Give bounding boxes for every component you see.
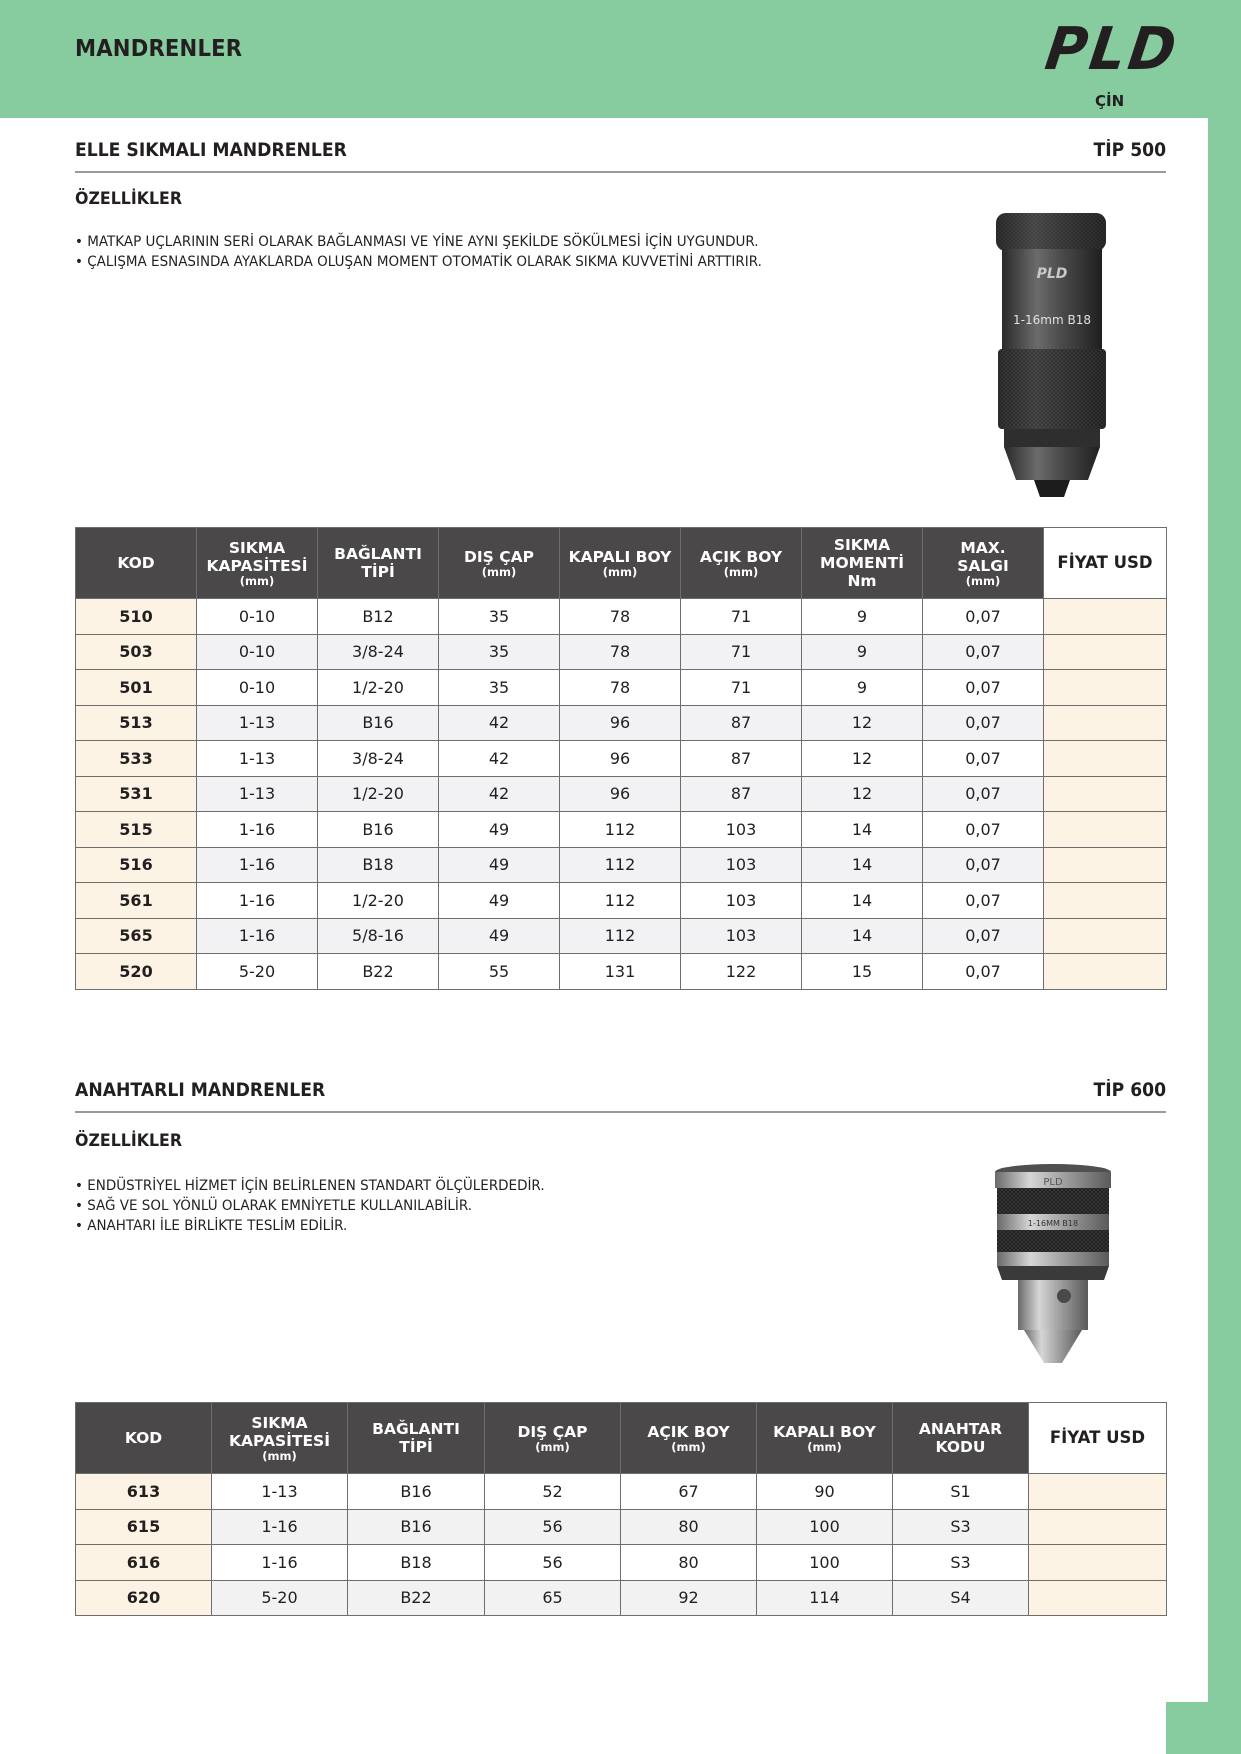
col-header-kod: KOD: [76, 528, 197, 599]
keyed-drill-chuck-image: [988, 1158, 1118, 1368]
table-row: [76, 1545, 1167, 1581]
cell-acik-boy: 103: [681, 812, 802, 848]
cell-dis-cap: 56: [485, 1545, 621, 1581]
cell-kapali-boy: 96: [560, 705, 681, 741]
cell-kod: 531: [76, 776, 197, 812]
cell-max-salgi: 0,07: [923, 918, 1044, 954]
spec-table-tip600: [75, 1402, 1167, 1616]
cell-kod: 561: [76, 883, 197, 919]
cell-fiyat-usd: [1044, 883, 1167, 919]
cell-fiyat-usd: [1044, 741, 1167, 777]
feature-item: • ENDÜSTRİYEL HİZMET İÇİN BELİRLENEN STANDART ÖLÇÜLERDEDİR.: [75, 1176, 545, 1196]
cell-sikma-momenti: 15: [802, 954, 923, 990]
cell-sikma-kapasitesi: 1-16: [197, 847, 318, 883]
cell-kapali-boy: 78: [560, 634, 681, 670]
section-title-tip600: ANAHTARLI MANDRENLER: [75, 1080, 326, 1101]
cell-sikma-kapasitesi: 0-10: [197, 599, 318, 635]
cell-sikma-kapasitesi: 5-20: [212, 1580, 348, 1616]
features-title: ÖZELLİKLER: [75, 189, 183, 209]
cell-fiyat-usd: [1029, 1545, 1167, 1581]
cell-dis-cap: 49: [439, 847, 560, 883]
cell-dis-cap: 42: [439, 741, 560, 777]
keyless-drill-chuck-image: [988, 205, 1116, 501]
cell-sikma-momenti: 14: [802, 847, 923, 883]
cell-kapali-boy: 112: [560, 883, 681, 919]
cell-sikma-kapasitesi: 1-13: [197, 741, 318, 777]
cell-sikma-momenti: 14: [802, 812, 923, 848]
cell-kod: 616: [76, 1545, 212, 1581]
chuck-label-brand: PLD: [1036, 266, 1068, 282]
cell-fiyat-usd: [1029, 1580, 1167, 1616]
cell-kod: 515: [76, 812, 197, 848]
cell-kapali-boy: 78: [560, 599, 681, 635]
cell-fiyat-usd: [1044, 670, 1167, 706]
table-row: [76, 812, 1167, 848]
cell-acik-boy: 92: [621, 1580, 757, 1616]
cell-fiyat-usd: [1044, 634, 1167, 670]
cell-sikma-momenti: 12: [802, 776, 923, 812]
cell-max-salgi: 0,07: [923, 705, 1044, 741]
cell-sikma-momenti: 12: [802, 741, 923, 777]
cell-acik-boy: 71: [681, 599, 802, 635]
cell-baglanti-tipi: B18: [348, 1545, 485, 1581]
section-divider: [75, 1111, 1166, 1113]
cell-dis-cap: 35: [439, 670, 560, 706]
side-band: [1208, 0, 1241, 1754]
cell-acik-boy: 87: [681, 741, 802, 777]
section-tip-label: TİP 600: [1093, 1080, 1166, 1101]
cell-dis-cap: 65: [485, 1580, 621, 1616]
cell-fiyat-usd: [1044, 599, 1167, 635]
col-header-kod: KOD: [76, 1403, 212, 1474]
chuck-label-brand: PLD: [1043, 1177, 1063, 1188]
table-row: [76, 776, 1167, 812]
brand-country: ÇİN: [1095, 92, 1125, 110]
cell-kapali-boy: 131: [560, 954, 681, 990]
table-row: [76, 670, 1167, 706]
cell-max-salgi: 0,07: [923, 883, 1044, 919]
table-row: [76, 1580, 1167, 1616]
feature-item: • ANAHTARI İLE BİRLİKTE TESLİM EDİLİR.: [75, 1216, 545, 1236]
cell-baglanti-tipi: 3/8-24: [318, 634, 439, 670]
cell-kapali-boy: 96: [560, 741, 681, 777]
cell-kod: 533: [76, 741, 197, 777]
cell-baglanti-tipi: 1/2-20: [318, 776, 439, 812]
cell-dis-cap: 49: [439, 812, 560, 848]
cell-sikma-kapasitesi: 1-16: [197, 812, 318, 848]
cell-sikma-kapasitesi: 1-13: [197, 776, 318, 812]
cell-dis-cap: 49: [439, 918, 560, 954]
col-header-acik-boy: AÇIK BOY (mm): [621, 1403, 757, 1474]
cell-baglanti-tipi: B16: [318, 812, 439, 848]
cell-sikma-kapasitesi: 1-16: [212, 1545, 348, 1581]
col-header-acik-boy: AÇIK BOY (mm): [681, 528, 802, 599]
table-row: [76, 599, 1167, 635]
cell-dis-cap: 42: [439, 705, 560, 741]
cell-kapali-boy: 112: [560, 812, 681, 848]
cell-kod: 503: [76, 634, 197, 670]
cell-max-salgi: 0,07: [923, 847, 1044, 883]
cell-sikma-kapasitesi: 0-10: [197, 670, 318, 706]
cell-fiyat-usd: [1044, 776, 1167, 812]
cell-anahtar-kodu: S1: [893, 1474, 1029, 1510]
features-title: ÖZELLİKLER: [75, 1131, 183, 1151]
cell-sikma-kapasitesi: 1-13: [212, 1474, 348, 1510]
cell-kod: 613: [76, 1474, 212, 1510]
table-row: [76, 918, 1167, 954]
table-row: [76, 847, 1167, 883]
col-header-anahtar-kodu: ANAHTAR KODU: [893, 1403, 1029, 1474]
cell-kod: 516: [76, 847, 197, 883]
features-list: [75, 232, 762, 272]
cell-acik-boy: 103: [681, 847, 802, 883]
cell-sikma-kapasitesi: 1-16: [197, 883, 318, 919]
feature-item: • SAĞ VE SOL YÖNLÜ OLARAK EMNİYETLE KULLANILABİLİR.: [75, 1196, 545, 1216]
cell-sikma-kapasitesi: 1-16: [197, 918, 318, 954]
cell-kod: 510: [76, 599, 197, 635]
cell-fiyat-usd: [1044, 705, 1167, 741]
cell-acik-boy: 103: [681, 883, 802, 919]
cell-baglanti-tipi: B22: [318, 954, 439, 990]
cell-kod: 620: [76, 1580, 212, 1616]
table-row: [76, 954, 1167, 990]
cell-fiyat-usd: [1029, 1474, 1167, 1510]
col-header-dis-cap: DIŞ ÇAP (mm): [439, 528, 560, 599]
cell-sikma-momenti: 9: [802, 634, 923, 670]
cell-max-salgi: 0,07: [923, 812, 1044, 848]
cell-acik-boy: 71: [681, 634, 802, 670]
cell-baglanti-tipi: B16: [348, 1474, 485, 1510]
cell-max-salgi: 0,07: [923, 670, 1044, 706]
col-header-baglanti-tipi: BAĞLANTI TİPİ: [348, 1403, 485, 1474]
cell-baglanti-tipi: 3/8-24: [318, 741, 439, 777]
cell-kod: 513: [76, 705, 197, 741]
cell-baglanti-tipi: 1/2-20: [318, 670, 439, 706]
cell-baglanti-tipi: 5/8-16: [318, 918, 439, 954]
cell-sikma-momenti: 14: [802, 883, 923, 919]
section-divider: [75, 171, 1166, 173]
cell-dis-cap: 35: [439, 634, 560, 670]
cell-kapali-boy: 100: [757, 1545, 893, 1581]
page-title: MANDRENLER: [75, 36, 243, 62]
cell-anahtar-kodu: S4: [893, 1580, 1029, 1616]
table-row: [76, 1509, 1167, 1545]
cell-kapali-boy: 90: [757, 1474, 893, 1510]
cell-max-salgi: 0,07: [923, 741, 1044, 777]
cell-acik-boy: 80: [621, 1545, 757, 1581]
cell-baglanti-tipi: 1/2-20: [318, 883, 439, 919]
cell-dis-cap: 52: [485, 1474, 621, 1510]
cell-dis-cap: 35: [439, 599, 560, 635]
col-header-kapali-boy: KAPALI BOY (mm): [757, 1403, 893, 1474]
corner-block: [1166, 1702, 1241, 1754]
cell-max-salgi: 0,07: [923, 634, 1044, 670]
cell-sikma-momenti: 9: [802, 670, 923, 706]
col-header-fiyat-usd: FİYAT USD: [1029, 1403, 1167, 1474]
cell-sikma-kapasitesi: 5-20: [197, 954, 318, 990]
cell-kod: 520: [76, 954, 197, 990]
cell-sikma-momenti: 12: [802, 705, 923, 741]
cell-dis-cap: 56: [485, 1509, 621, 1545]
cell-baglanti-tipi: B16: [318, 705, 439, 741]
cell-baglanti-tipi: B12: [318, 599, 439, 635]
table-row: [76, 705, 1167, 741]
cell-kapali-boy: 112: [560, 918, 681, 954]
feature-item: • ÇALIŞMA ESNASINDA AYAKLARDA OLUŞAN MOMENT OTOMATİK OLARAK SIKMA KUVVETİNİ ARTTIRIR.: [75, 252, 762, 272]
cell-baglanti-tipi: B16: [348, 1509, 485, 1545]
cell-acik-boy: 87: [681, 776, 802, 812]
cell-max-salgi: 0,07: [923, 954, 1044, 990]
cell-fiyat-usd: [1044, 918, 1167, 954]
cell-sikma-kapasitesi: 1-13: [197, 705, 318, 741]
cell-max-salgi: 0,07: [923, 776, 1044, 812]
table-header-row: [76, 528, 1167, 599]
table-row: [76, 634, 1167, 670]
cell-kapali-boy: 100: [757, 1509, 893, 1545]
cell-baglanti-tipi: B22: [348, 1580, 485, 1616]
cell-acik-boy: 122: [681, 954, 802, 990]
chuck-label-spec: 1-16MM B18: [1027, 1219, 1079, 1228]
section-title-tip500: ELLE SIKMALI MANDRENLER: [75, 140, 347, 161]
cell-acik-boy: 71: [681, 670, 802, 706]
cell-kapali-boy: 114: [757, 1580, 893, 1616]
chuck-label-spec: 1-16mm B18: [1013, 313, 1091, 327]
cell-sikma-kapasitesi: 1-16: [212, 1509, 348, 1545]
table-header-row: [76, 1403, 1167, 1474]
cell-kapali-boy: 78: [560, 670, 681, 706]
cell-dis-cap: 55: [439, 954, 560, 990]
cell-kapali-boy: 112: [560, 847, 681, 883]
col-header-fiyat-usd: FİYAT USD: [1044, 528, 1167, 599]
features-list: [75, 1176, 545, 1236]
brand-logo: PLD: [1041, 15, 1184, 84]
cell-max-salgi: 0,07: [923, 599, 1044, 635]
col-header-sikma-kapasitesi: SIKMA KAPASİTESİ (mm): [197, 528, 318, 599]
cell-anahtar-kodu: S3: [893, 1509, 1029, 1545]
cell-fiyat-usd: [1044, 847, 1167, 883]
cell-sikma-kapasitesi: 0-10: [197, 634, 318, 670]
cell-kod: 501: [76, 670, 197, 706]
cell-sikma-momenti: 9: [802, 599, 923, 635]
cell-fiyat-usd: [1044, 954, 1167, 990]
col-header-dis-cap: DIŞ ÇAP (mm): [485, 1403, 621, 1474]
cell-dis-cap: 49: [439, 883, 560, 919]
feature-item: • MATKAP UÇLARININ SERİ OLARAK BAĞLANMASI VE YİNE AYNI ŞEKİLDE SÖKÜLMESİ İÇİN UYGUNDUR.: [75, 232, 762, 252]
cell-sikma-momenti: 14: [802, 918, 923, 954]
col-header-baglanti-tipi: BAĞLANTI TİPİ: [318, 528, 439, 599]
cell-baglanti-tipi: B18: [318, 847, 439, 883]
cell-kod: 565: [76, 918, 197, 954]
table-row: [76, 741, 1167, 777]
col-header-max-salgi: MAX. SALGI (mm): [923, 528, 1044, 599]
col-header-sikma-kapasitesi: SIKMA KAPASİTESİ (mm): [212, 1403, 348, 1474]
table-row: [76, 1474, 1167, 1510]
cell-acik-boy: 67: [621, 1474, 757, 1510]
cell-dis-cap: 42: [439, 776, 560, 812]
cell-kod: 615: [76, 1509, 212, 1545]
section-tip-label: TİP 500: [1093, 140, 1166, 161]
table-row: [76, 883, 1167, 919]
cell-acik-boy: 87: [681, 705, 802, 741]
cell-anahtar-kodu: S3: [893, 1545, 1029, 1581]
cell-fiyat-usd: [1029, 1509, 1167, 1545]
cell-fiyat-usd: [1044, 812, 1167, 848]
spec-table-tip500: [75, 527, 1167, 990]
col-header-kapali-boy: KAPALI BOY (mm): [560, 528, 681, 599]
cell-kapali-boy: 96: [560, 776, 681, 812]
cell-acik-boy: 103: [681, 918, 802, 954]
col-header-sikma-momenti: SIKMA MOMENTİ Nm: [802, 528, 923, 599]
cell-acik-boy: 80: [621, 1509, 757, 1545]
